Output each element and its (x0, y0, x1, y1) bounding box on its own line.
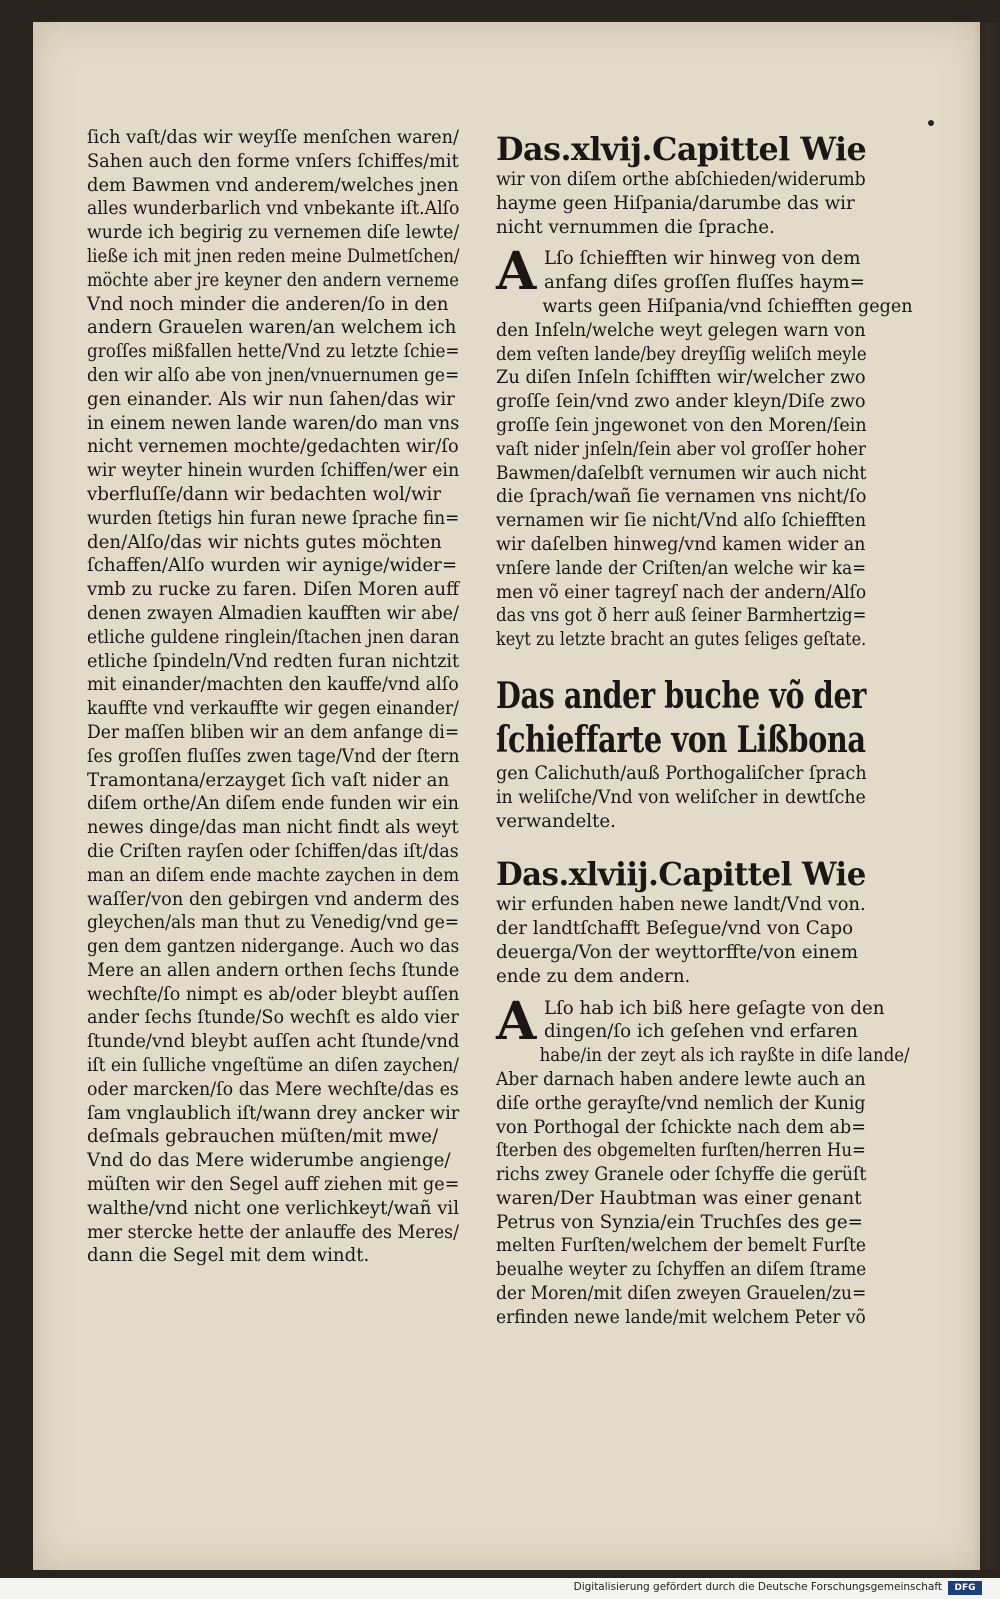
text-line: gen dem gantzen nidergange. Auch wo das (87, 936, 460, 958)
text-line: groſſe ſein jngewonet von den Moren/ſein (496, 414, 867, 436)
text-line: Vnd noch minder die anderen/ſo in den (87, 293, 449, 315)
text-line: groſſe ſein/vnd zwo ander kleyn/Diſe zwo (496, 391, 866, 413)
text-line: newes dinge/das man nicht findt als weyt (87, 817, 459, 839)
text-line: Petrus von Synzia/ein Truchſes des ge= (496, 1211, 863, 1233)
text-line: der landtſchafft Beſegue/vnd von Capo (496, 918, 854, 940)
text-line: Das ander buche võ der (496, 674, 866, 717)
text-line: Lſo ſchiefften wir hinweg von dem (544, 248, 861, 270)
text-line: in einem newen lande waren/do man vns (87, 412, 460, 434)
text-line: vernamen wir ſie nicht/Vnd alſo ſchiefften (496, 510, 867, 532)
text-line: wir weyter hinein wurden ſchiffen/wer ein (87, 460, 460, 482)
text-line: men võ einer tagreyſ nach der andern/Alſo (496, 581, 867, 603)
text-line: Bawmen/daſelbſt vernumen wir auch nicht (496, 462, 867, 484)
text-line: vmb zu rucke zu faren. Diſen Moren auff (87, 579, 459, 601)
text-line: vnſere lande der Criſten/an welche wir ka= (496, 557, 867, 579)
text-line: vberfluſſe/dann wir bedachten wol/wir (87, 483, 442, 505)
text-line: die Criſten rayſen oder ſchiffen/das iſt/das (87, 840, 459, 862)
text-line: ließe ich mit jnen reden meine Dulmetſchen/ (87, 245, 460, 267)
text-line: waren/Der Haubtman was einer genant (496, 1187, 862, 1209)
text-line: dingen/ſo ich geſehen vnd erfaren (544, 1021, 858, 1043)
text-line: etliche ſpindeln/Vnd redten furan nichtzit (87, 650, 460, 672)
text-line: Vnd do das Mere widerumbe angienge/ (87, 1150, 451, 1172)
text-line: melten Furſten/welchem der bemelt Furſte (496, 1235, 866, 1257)
ink-mark (928, 120, 934, 126)
page-binding-shadow (973, 22, 1000, 1570)
text-line: verwandelte. (496, 810, 616, 832)
text-line: waſſer/von den gebirgen vnd anderm des (87, 888, 460, 910)
book-two-subtitle (496, 762, 866, 833)
text-line: wurden ſtetigs hin furan newe ſprache fin= (87, 507, 460, 529)
chapter-47-paragraph (496, 241, 913, 652)
text-line: ſam vnglaublich iſt/wann drey ancker wir (87, 1102, 460, 1124)
text-line: Lſo hab ich biß here geſagte von den (544, 997, 885, 1019)
text-line: anfang diſes groſſen fluſſes haym= (544, 272, 865, 294)
text-line: man an diſem ende machte zaychen in dem (87, 864, 460, 886)
text-line: etliche guldene ringlein/ſtachen jnen daran (87, 626, 460, 648)
text-line: alles wunderbarlich vnd vnbekante iſt.Alſo (87, 198, 460, 220)
text-line: den/Alſo/das wir nichts gutes möchten (87, 531, 442, 553)
text-line: nicht vernummen die ſprache. (496, 216, 775, 238)
text-line: Mere an allen andern orthen ſechs ſtunde (87, 959, 460, 981)
drop-cap-initial: A (496, 241, 537, 303)
text-line: denen zwayen Almadien kaufften wir abe/ (87, 602, 459, 624)
text-line: ende zu dem andern. (496, 965, 691, 987)
text-line: hayme geen Hiſpania/darumbe das wir (496, 192, 855, 214)
funding-credit: Digitalisierung gefördert durch die Deutsche Forschungsgemeinschaft (573, 1581, 942, 1593)
text-line: dem veſten lande/bey dreyſſig weliſch meyle (496, 343, 867, 365)
text-line: beualhe weyter zu ſchyffen an diſem ſtrame (496, 1259, 867, 1281)
text-line: mer stercke hette der anlauffe des Meres/ (87, 1221, 459, 1243)
text-line: nicht vernemen mochte/gedachten wir/ſo (87, 436, 459, 458)
text-line: kauffte vnd verkauffte wir gegen einander/ (87, 698, 459, 720)
text-line: wir erfunden haben newe landt/Vnd von. (496, 894, 866, 916)
left-text-column (87, 126, 459, 1268)
text-line: ſchaffen/Alſo wurden wir aynige/wider= (87, 555, 458, 577)
text-line: wir daſelben hinweg/vnd kamen wider an (496, 533, 866, 555)
text-line: warts geen Hiſpania/vnd ſchiefften gegen (542, 295, 913, 317)
text-line: richs zwey Granele oder ſchyffe die gerüſt (496, 1164, 867, 1186)
chapter-48-subtitle (496, 893, 866, 988)
text-line: Aber darnach haben andere lewte auch an (496, 1068, 866, 1090)
text-line: ſes groſſen fluſſes zwen tage/Vnd der ſtern (87, 745, 460, 767)
book-two-heading (496, 674, 866, 762)
text-line: walthe/vnd nicht one verlichkeyt/wañ vil (87, 1197, 459, 1219)
text-line: andern Grauelen waren/an welchem ich (87, 317, 457, 339)
text-line: habe/in der zeyt als ich rayßte in diſe lande/ (539, 1045, 910, 1067)
text-line: vaſt nider jnſeln/ſein aber vol groſſer hoher (496, 438, 866, 460)
text-line: diſem orthe/An diſem ende funden wir ein (87, 793, 459, 815)
text-line: ander ſechs ſtunde/So wechſt es aldo vier (87, 1007, 459, 1029)
dfg-logo[interactable]: DFG (948, 1581, 982, 1595)
text-line: gleychen/als man thut zu Venedig/vnd ge= (87, 912, 460, 934)
text-line: Tramontana/erzayget ſich vaſt nider an (87, 769, 450, 791)
chapter-47-heading: Das.xlvij.Capittel Wie (496, 130, 867, 168)
text-line: dann die Segel mit dem windt. (87, 1245, 370, 1267)
text-line: deſmals gebrauchen müſten/mit mwe/ (87, 1126, 439, 1148)
text-line: gen einander. Als wir nun ſahen/das wir (87, 388, 455, 410)
text-line: ſterben des obgemelten furſten/herren Hu= (496, 1140, 866, 1162)
text-line: ſich vaſt/das wir weyſſe menſchen waren/ (87, 127, 459, 148)
text-line: wurde ich begirig zu vernemen diſe lewte/ (87, 222, 460, 244)
drop-cap-initial: A (496, 990, 537, 1052)
chapter-48-heading: Das.xlviij.Capittel Wie (496, 855, 866, 894)
text-line: den Inſeln/welche weyt gelegen warn von (496, 319, 866, 341)
footer-bar (0, 1578, 1000, 1599)
text-line: mit einander/machten den kauffe/vnd alſo (87, 674, 459, 696)
text-line: Der maſſen bliben wir an dem anfange di= (87, 721, 460, 743)
text-line: von Porthogal der ſchickte nach dem ab= (496, 1116, 866, 1138)
text-line: dem Bawmen vnd anderem/welches jnen (87, 174, 459, 196)
chapter-48-paragraph (496, 990, 910, 1330)
text-line: in weliſche/Vnd von weliſcher in dewtſche (496, 786, 866, 808)
right-text-column (496, 130, 913, 1330)
chapter-47-subtitle (496, 168, 866, 239)
text-line: keyt zu letzte bracht an gutes ſeliges geſtate. (496, 629, 867, 651)
text-line: wechſte/ſo nimpt es ab/oder bleybt auſſen (87, 983, 460, 1005)
text-line: diſe orthe gerayſte/vnd nemlich der Kunig (496, 1092, 866, 1114)
text-line: groſſes mißfallen hette/Vnd zu letzte ſchie= (87, 341, 460, 363)
text-line: das vns got ð herr auß ſeiner Barmhertzig= (496, 605, 867, 627)
text-line: Zu diſen Inſeln ſchifften wir/welcher zwo (496, 367, 866, 389)
text-line: deuerga/Von der weyttorffte/von einem (496, 941, 858, 963)
text-line: möchte aber jre keyner den andern verneme (87, 269, 459, 291)
text-line: die ſprach/wañ ſie vernamen vns nicht/ſo (496, 486, 867, 508)
text-line: der Moren/mit diſen zweyen Grauelen/zu= (496, 1283, 867, 1305)
text-line: oder marcken/ſo das Mere wechſte/das es (87, 1078, 459, 1100)
text-line: den wir alſo abe von jnen/vnuernumen ge= (87, 364, 460, 386)
text-line: müſten wir den Segel auff ziehen mit ge= (87, 1174, 460, 1196)
text-line: wir von diſem orthe abſchieden/widerumb (496, 169, 866, 190)
text-line: gen Calichuth/auß Porthogaliſcher ſprach (496, 762, 867, 784)
text-line: erfinden newe lande/mit welchem Peter võ (496, 1306, 866, 1328)
text-line: ſchieffarte von Lißbona (496, 718, 866, 761)
text-line: iſt ein ſulliche vngeſtüme an diſen zaychen/ (87, 1055, 459, 1077)
text-line: Sahen auch den forme vnſers ſchiffes/mit (87, 150, 459, 172)
text-line: ſtunde/vnd bleybt auſſen acht ſtunde/vnd (87, 1031, 460, 1053)
